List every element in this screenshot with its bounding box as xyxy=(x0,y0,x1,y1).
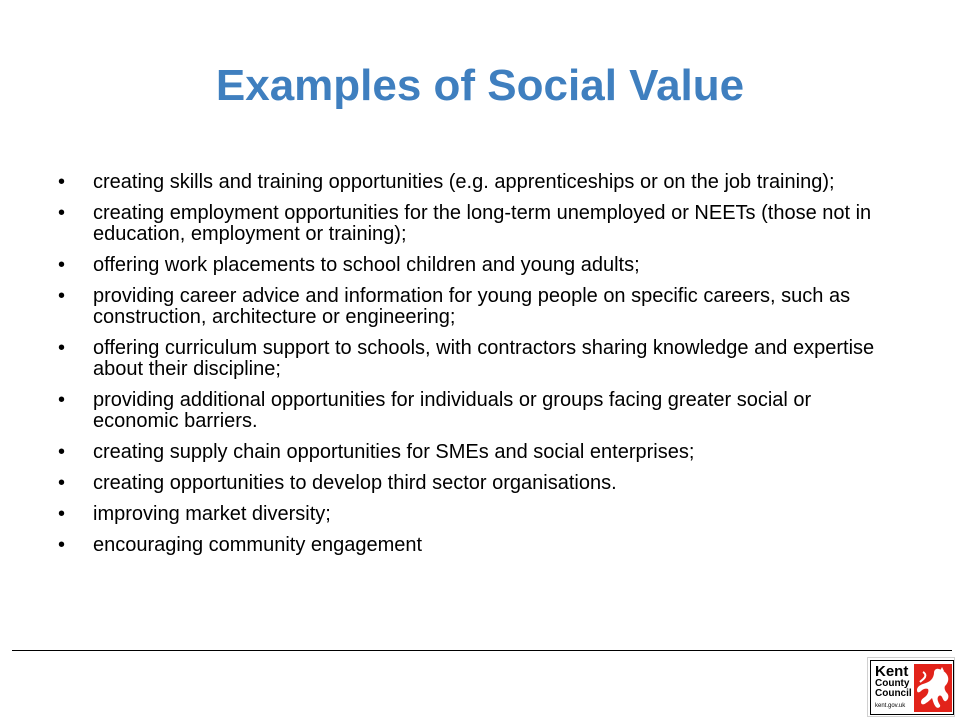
list-item xyxy=(58,255,878,276)
logo-text-kent: Kent xyxy=(875,663,909,680)
logo-text-council: Council xyxy=(875,688,912,699)
bullet-marker: • xyxy=(58,337,66,359)
bullet-text: creating supply chain opportunities for SMEs and social enterprises; xyxy=(93,441,695,463)
bullet-marker: • xyxy=(58,441,66,463)
bullet-text: offering work placements to school children and young adults; xyxy=(93,254,640,276)
bullet-marker: • xyxy=(58,254,66,276)
list-item xyxy=(58,172,878,193)
bullet-marker: • xyxy=(58,202,66,224)
kent-county-council-logo xyxy=(867,657,955,717)
bullet-marker: • xyxy=(58,472,66,494)
logo-frame xyxy=(870,660,954,715)
bullet-marker: • xyxy=(58,534,66,556)
bullet-marker: • xyxy=(58,171,66,193)
list-item xyxy=(58,390,878,432)
slide-title: Examples of Social Value xyxy=(215,61,745,110)
bullet-text: encouraging community engagement xyxy=(93,534,423,556)
list-item xyxy=(58,535,878,556)
white-horse-icon xyxy=(914,664,952,712)
list-item xyxy=(58,504,878,525)
logo-text-county: County xyxy=(875,678,910,689)
list-item xyxy=(58,473,878,494)
bullet-marker: • xyxy=(58,285,66,307)
bullet-text: improving market diversity; xyxy=(93,503,331,525)
list-item xyxy=(58,286,878,328)
bullet-marker: • xyxy=(58,389,66,411)
bullet-text: creating employment opportunities for the long-term unemployed or NEETs (those not in education, employment or training); xyxy=(93,202,872,245)
bullet-text: creating skills and training opportunities (e.g. apprenticeships or on the job training); xyxy=(93,171,835,193)
bullet-text: offering curriculum support to schools, with contractors sharing knowledge and expertise about their discipline; xyxy=(93,337,875,380)
bullet-list xyxy=(58,172,878,566)
bullet-marker: • xyxy=(58,503,66,525)
list-item xyxy=(58,442,878,463)
bullet-text: providing additional opportunities for individuals or groups facing greater social or economic barriers. xyxy=(93,389,812,432)
bullet-text: providing career advice and information for young people on specific careers, such as construction, architecture or engineering; xyxy=(93,285,851,328)
bullet-text: creating opportunities to develop third sector organisations. xyxy=(93,472,617,494)
list-item xyxy=(58,203,878,245)
footer-divider xyxy=(12,650,952,651)
logo-url: kent.gov.uk xyxy=(875,703,906,709)
list-item xyxy=(58,338,878,380)
